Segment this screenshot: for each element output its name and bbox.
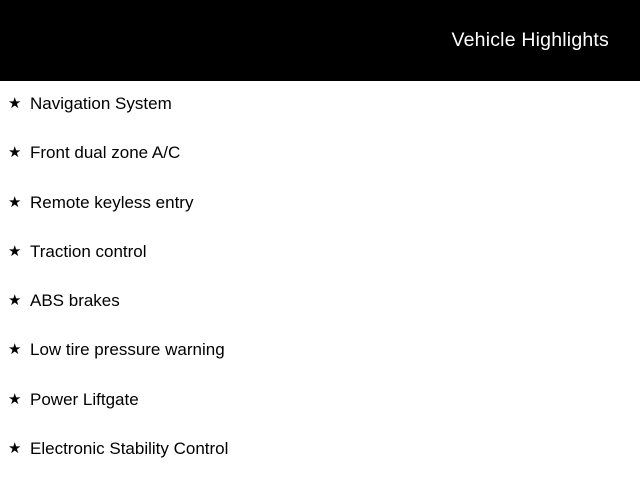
list-item [0, 377, 640, 426]
star-icon: ★ [8, 144, 22, 162]
list-item [0, 81, 640, 130]
list-item-label: Power Liftgate [30, 389, 139, 409]
star-icon: ★ [8, 95, 22, 112]
list-item-label: Low tire pressure warning [30, 340, 225, 360]
list-item-label: Navigation System [30, 94, 172, 113]
list-item [0, 327, 640, 376]
star-icon: ★ [8, 193, 22, 211]
list-item [0, 278, 640, 327]
star-icon: ★ [8, 440, 22, 458]
list-item [0, 426, 640, 475]
list-item-label: Front dual zone A/C [30, 143, 181, 163]
vehicle-highlights-list [0, 81, 640, 475]
list-item-label: Electronic Stability Control [30, 439, 229, 459]
list-item [0, 130, 640, 179]
list-item [0, 180, 640, 229]
header-bar [0, 0, 640, 81]
list-item [0, 229, 640, 278]
list-item-label: Remote keyless entry [30, 192, 194, 212]
star-icon: ★ [8, 292, 22, 310]
page-title: Vehicle Highlights [451, 28, 609, 51]
star-icon: ★ [8, 390, 22, 408]
list-item-label: Traction control [30, 241, 147, 261]
star-icon: ★ [8, 341, 22, 359]
star-icon: ★ [8, 242, 22, 260]
list-item-label: ABS brakes [30, 291, 120, 311]
